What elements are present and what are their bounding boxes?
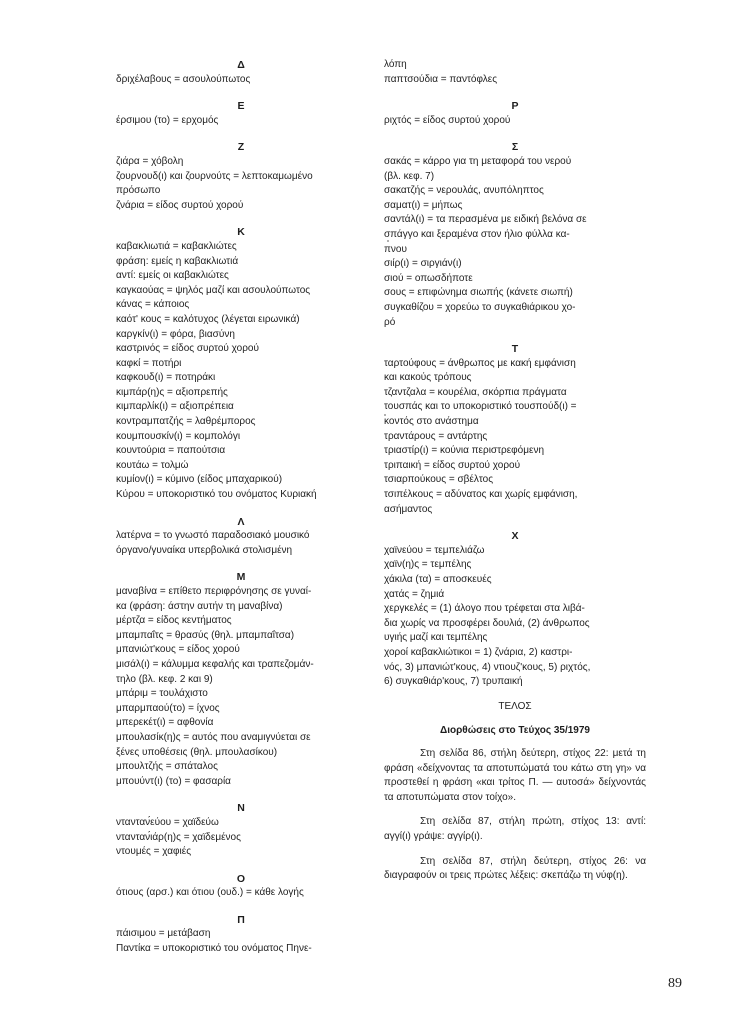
glossary-line: κα (φράση: άστην αυτήν τη μαναβίνα)	[116, 600, 283, 612]
glossary-line: τραντάρους = αντάρτης	[384, 430, 488, 442]
glossary-line: Παντίκα = υποκοριστικό του ονόματος Πηνε-	[116, 943, 312, 955]
glossary-line: ότιους (αρσ.) και ότιου (ουδ.) = κάθε λογής	[116, 887, 304, 899]
glossary-line: σακάς = κάρρο για τη μεταφορά του νερού	[384, 155, 572, 167]
section-letter: Ν	[237, 802, 245, 815]
glossary-line: καφκί = ποτήρι	[116, 357, 182, 369]
glossary-line: τζαντζαλα = κουρέλια, σκόρπια πράγματα	[384, 386, 567, 398]
section-letter: Ε	[237, 100, 245, 113]
glossary-line: κοντός στο ανάστημα	[384, 416, 479, 428]
correction-paragraph: Στη σελίδα 87, στήλη δεύτερη, στίχος 26: να διαγραφούν οι τρεις πρώτες λέξεις: σκεπάζω τη νύφ(η).	[384, 855, 646, 882]
glossary-line: και κακούς τρόπους	[384, 372, 472, 384]
glossary-line: μπερεκέτ(ι) = αφθονία	[116, 717, 214, 729]
glossary-line: έρσιμου (το) = ερχομός	[116, 114, 219, 126]
glossary-line: ριχτός = είδος συρτού χορού	[384, 114, 511, 126]
glossary-line: συγκαθίζου = χορεύω το συγκαθιάρικου χο-	[384, 301, 576, 313]
glossary-line: ρό	[384, 316, 396, 328]
glossary-line: τριαστίρ(ι) = κούνια περιστρεφόμενη	[384, 445, 545, 457]
glossary-line: χεργκελές = (1) άλογο που τρέφεται στα λιβά-	[384, 603, 585, 615]
glossary-line: σακατζής = νερουλάς, ανυπόληπτος	[384, 185, 544, 197]
glossary-line: μπουύντ(ι) (το) = φασαρία	[116, 775, 231, 787]
correction-paragraph: Στη σελίδα 87, στήλη πρώτη, στίχος 13: αντί: αγγί(ι) γράψε: αγγίρ(ι).	[384, 816, 646, 842]
section-letter: Ο	[236, 872, 246, 885]
glossary-line: κάνας = κάποιος	[116, 299, 190, 311]
section-letter: Ρ	[511, 100, 519, 113]
glossary-line: λόπη	[384, 59, 407, 70]
spacer	[384, 805, 646, 815]
glossary-line: δριχέλαβους = ασουλούπωτος	[116, 73, 251, 85]
glossary-line: σους = επιφώνημα σιωπής (κάνετε σιωπή)	[384, 287, 573, 299]
scan-speck	[384, 414, 386, 416]
section-letter: Ζ	[237, 141, 245, 154]
glossary-line: χαϊνεύου = τεμπελιάζω	[384, 544, 485, 556]
glossary-line: μαναβίνα = επίθετο περιφρόνησης σε γυναί-	[116, 586, 312, 597]
glossary-line: κιμπάρ(η)ς = αξιοπρεπής	[116, 386, 228, 398]
glossary-line: αντί: εμείς οι καβακλιώτες	[116, 270, 229, 282]
glossary-line: πάισιμου = μετάβαση	[116, 928, 211, 940]
glossary-line: μπουλτζής = σπάταλος	[116, 761, 218, 773]
glossary-line: μέρτζα = είδος κεντήματος	[116, 615, 232, 627]
glossary-line: πρόσωπο	[116, 185, 161, 197]
glossary-line: τσιαρπούκους = σβέλτος	[384, 474, 494, 486]
glossary-line: παπτσούδια = παντόφλες	[384, 73, 498, 85]
glossary-line: νός, 3) μπανιώτ'κους, 4) ντιουζ'κους, 5) ριχτός,	[384, 661, 591, 673]
glossary-line: σαντάλ(ι) = τα περασμένα με ειδική βελόνα σε	[384, 214, 587, 226]
glossary-line: ντανταν́ιάρ(η)ς = χαϊδεμένος	[116, 831, 241, 843]
section-letter: Κ	[237, 226, 245, 239]
glossary-line: ασήμαντος	[384, 503, 433, 515]
glossary-line: καστρινός = είδος συρτού χορού	[116, 343, 259, 355]
glossary-line: σαματ(ι) = μήπως	[384, 199, 463, 211]
glossary-line: λατέρνα = το γνωστό παραδοσιακό μουσικό	[116, 530, 310, 542]
glossary-line: κυμίον(ι) = κύμινο (είδος μπαχαρικού)	[116, 474, 283, 486]
glossary-line: χατάς = ζημιά	[384, 588, 445, 600]
left-column	[116, 58, 366, 957]
glossary-line: φράση: εμείς η καβακλιωτιά	[116, 255, 239, 267]
glossary-line: τριπαική = είδος συρτού χορού	[384, 459, 521, 471]
glossary-line: ζιάρα = χόβολη	[116, 155, 184, 167]
glossary-line: ντανταν́εύου = χαϊδεύω	[116, 816, 219, 828]
glossary-line: υγιής μαζί και τεμπέλης	[384, 632, 488, 644]
glossary-line: καγκαούας = ψηλός μαζί και ασουλούπωτος	[116, 284, 311, 296]
section-letter: Π	[237, 913, 245, 926]
glossary-line: πνου	[384, 243, 407, 255]
glossary-line: μπανιώτ'κους = είδος χορού	[116, 644, 240, 656]
section-letter: Δ	[237, 59, 245, 71]
glossary-line: μπαμπαΐτς = θρασύς (θηλ. μπαμπαΐτσα)	[116, 629, 295, 641]
glossary-line: σιίρ(ι) = σιργιάν(ι)	[384, 258, 462, 270]
right-column	[384, 58, 646, 884]
glossary-line: ξένες υποθέσεις (θηλ. μπουλασίκου)	[116, 746, 278, 758]
glossary-line: κιμπαρλίκ(ι) = αξιοπρέπεια	[116, 401, 234, 413]
glossary-line: κοντραμπατζής = λαθρέμπορος	[116, 416, 256, 428]
glossary-line: ζνάρια = είδος συρτού χορού	[116, 199, 244, 211]
glossary-line: τουσπάς και το υποκοριστικό τουσπούδ(ι) =	[384, 401, 577, 413]
spacer	[384, 739, 646, 747]
glossary-line: χαϊν(η)ς = τεμπέλης	[384, 559, 472, 571]
page-number: 89	[668, 976, 682, 991]
glossary-line: καργκίν(ι) = φόρα, βιασύνη	[116, 328, 235, 340]
glossary-line: όργανο/γυναίκα υπερβολικά στολισμένη	[116, 544, 293, 556]
glossary-line: κουντούρια = παπούτσια	[116, 445, 226, 457]
glossary-line: Κύρου = υποκοριστικό του ονόματος Κυριακή	[116, 489, 317, 501]
glossary-line: 6) συγκαθιάρ'κους, 7) τρυπαική	[384, 676, 523, 688]
glossary-line: σπάγγο και ξεραμένα στον ήλιο φύλλα κα-	[384, 228, 570, 240]
glossary-line: ζουρνουδ(ι) και ζουρνούτς = λεπτοκαμωμένο	[116, 170, 313, 182]
glossary-line: καότ' κους = καλότυχος (λέγεται ειρωνικά)	[116, 313, 300, 325]
glossary-line: σιού = οπωσδήποτε	[384, 272, 473, 284]
glossary-line: κουτάω = τολμώ	[116, 459, 189, 471]
glossary-line: κουμπουσκίν(ι) = κομπολόγι	[116, 430, 241, 442]
correction-paragraph: Στη σελίδα 86, στήλη δεύτερη, στίχος 22: μετά τη φράση «δείχνοντας τα αποτυπώματά του κάτω στη γη» να προστεθεί η φράση «και τρίτος Π. — αυτοσά» δείχνοντάς τα αποτυπώματα στον τοίχο».	[384, 747, 646, 803]
section-letter: Τ	[511, 343, 519, 356]
glossary-line: (βλ. κεφ. 7)	[384, 170, 435, 182]
section-letter: Σ	[511, 141, 519, 154]
glossary-line: καβακλιωτιά = καβακλιώτες	[116, 240, 237, 252]
glossary-line: τηλο (βλ. κεφ. 2 και 9)	[116, 673, 213, 685]
section-letter: Χ	[511, 530, 519, 543]
glossary-line: τσιπέλκους = αδύνατος και χωρίς εμφάνιση,	[384, 489, 578, 501]
glossary-line: μπάριμ = τουλάχιστο	[116, 688, 208, 700]
glossary-line: καφκουδ(ι) = ποτηράκι	[116, 372, 216, 384]
scan-speck	[387, 240, 389, 242]
end-label: ΤΕΛΟΣ	[498, 700, 532, 712]
glossary-line: μισάλ(ι) = κάλυμμα κεφαλής και τραπεζομάν-	[116, 658, 314, 670]
glossary-line: μπουλασίκ(η)ς = αυτός που αναμιγνύεται σε	[116, 731, 311, 743]
section-letter: Λ	[237, 515, 245, 528]
spacer	[384, 714, 646, 724]
spacer	[384, 690, 646, 700]
glossary-line: ταρτούφους = άνθρωπος με κακή εμφάνιση	[384, 357, 576, 369]
spacer	[384, 845, 646, 855]
glossary-line: δια χωρίς να προσφέρει δουλιά, (2) άνθρωπος	[384, 617, 590, 629]
glossary-line: χοροί καβακλιώτικοι = 1) ζνάρια, 2) καστρι-	[384, 646, 573, 658]
section-letter: Μ	[236, 571, 246, 584]
glossary-line: ντουμές = χαφιές	[116, 846, 192, 858]
glossary-line: μπαρμπαού(το) = ίχνος	[116, 702, 220, 714]
glossary-line: χάκιλα (τα) = αποσκευές	[384, 574, 492, 585]
corrections-title: Διορθώσεις στο Τεύχος 35/1979	[440, 725, 590, 737]
